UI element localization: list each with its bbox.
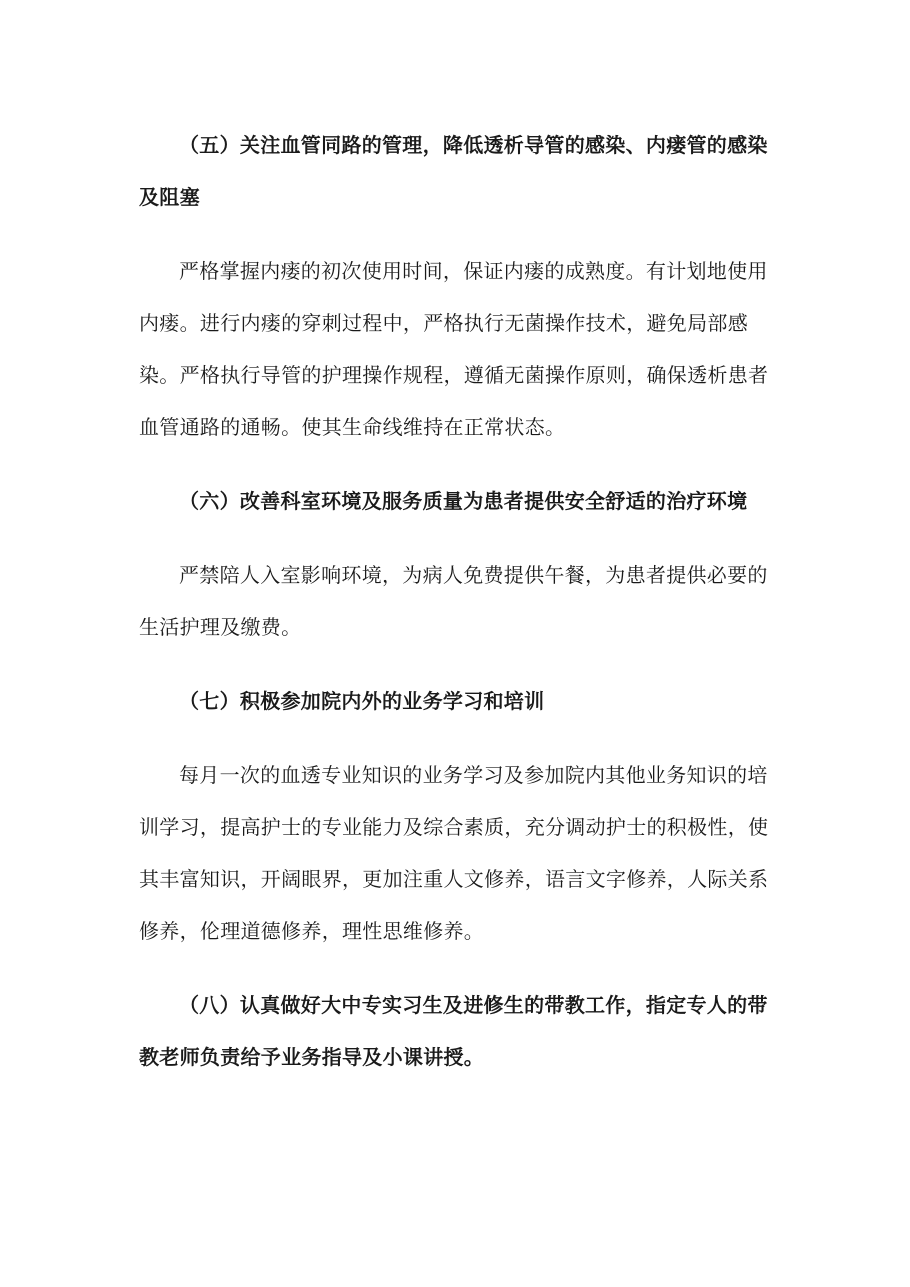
section-heading-6: （六）改善科室环境及服务质量为患者提供安全舒适的治疗环境: [179, 489, 748, 513]
section-body-5: 严格掌握内瘘的初次使用时间，保证内瘘的成熟度。有计划地使用内瘘。进行内瘘的穿刺过程中，严格执行无菌操作技术，避免局部感染。严格执行导管的护理操作规程，遵循无菌操作原则，确保透析患者血管通路的通畅。使其生命线维持在正常状态。: [139, 259, 769, 439]
document-content: [139, 119, 773, 1083]
section-heading-5: （五）关注血管同路的管理，降低透析导管的感染、内瘘管的感染及阻塞: [139, 133, 768, 209]
section-heading-8: （八）认真做好大中专实习生及进修生的带教工作，指定专人的带教老师负责给予业务指导及小课讲授。: [139, 993, 768, 1069]
section-body-6: 严禁陪人入室影响环境，为病人免费提供午餐，为患者提供必要的生活护理及缴费。: [139, 563, 768, 639]
section-body-7: 每月一次的血透专业知识的业务学习及参加院内其他业务知识的培训学习，提高护士的专业能力及综合素质，充分调动护士的积极性，使其丰富知识，开阔眼界，更加注重人文修养，语言文字修养，人际关系修养，伦理道德修养，理性思维修养。: [139, 763, 769, 943]
section-heading-7: （七）积极参加院内外的业务学习和培训: [179, 689, 545, 713]
